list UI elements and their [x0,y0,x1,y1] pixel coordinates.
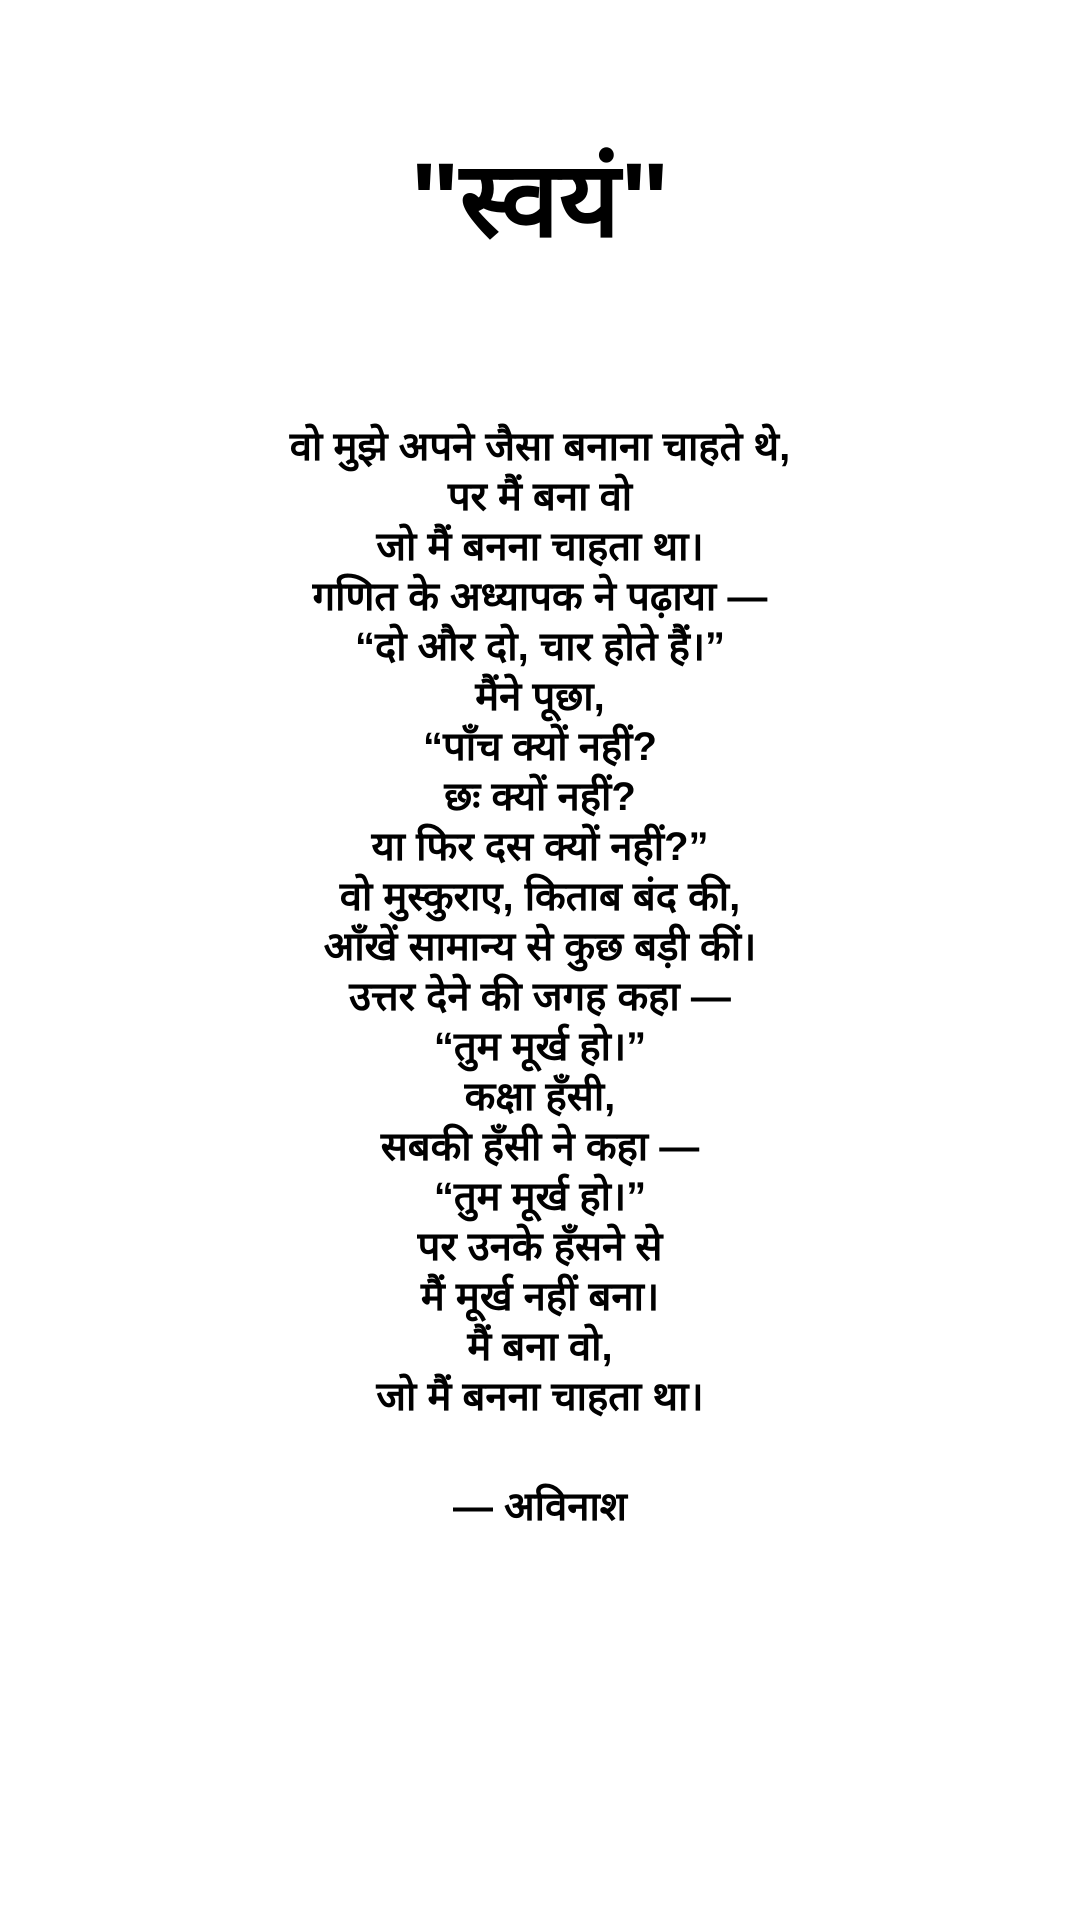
poem-line: “तुम मूर्ख हो।” [433,1024,647,1069]
poem-line: मैं बना वो, [467,1324,613,1369]
poem-line: “तुम मूर्ख हो।” [433,1174,647,1219]
poem-line: उत्तर देने की जगह कहा — [349,974,731,1019]
poem-title: "स्वयं" [410,142,670,259]
poem-line: “दो और दो, चार होते हैं।” [354,624,726,669]
poem-line: जो मैं बनना चाहता था। [376,524,704,569]
poem-line: आँखें सामान्य से कुछ बड़ी कीं। [323,924,757,969]
poem-line: वो मुस्कुराए, किताब बंद की, [339,874,741,919]
poem-line: “पाँच क्यों नहीं? [423,724,657,769]
poem-line: मैंने पूछा, [475,674,605,719]
poem-line: पर उनके हँसने से [417,1224,663,1269]
poem-line: सबकी हँसी ने कहा — [380,1124,700,1169]
poem-line: कक्षा हँसी, [464,1074,616,1119]
poem-author-signature: — अविनाश [452,1484,628,1529]
poem-line: पर मैं बना वो [447,474,633,519]
poem-line: गणित के अध्यापक ने पढ़ाया — [312,574,768,619]
poem-line: वो मुझे अपने जैसा बनाना चाहते थे, [289,424,791,469]
poem-body [0,422,1080,1422]
poem-line: मैं मूर्ख नहीं बना। [420,1274,660,1319]
poem-line: जो मैं बनना चाहता था। [376,1374,704,1419]
poem-line: छः क्यों नहीं? [444,774,636,819]
poem-line: या फिर दस क्यों नहीं?” [371,824,709,869]
